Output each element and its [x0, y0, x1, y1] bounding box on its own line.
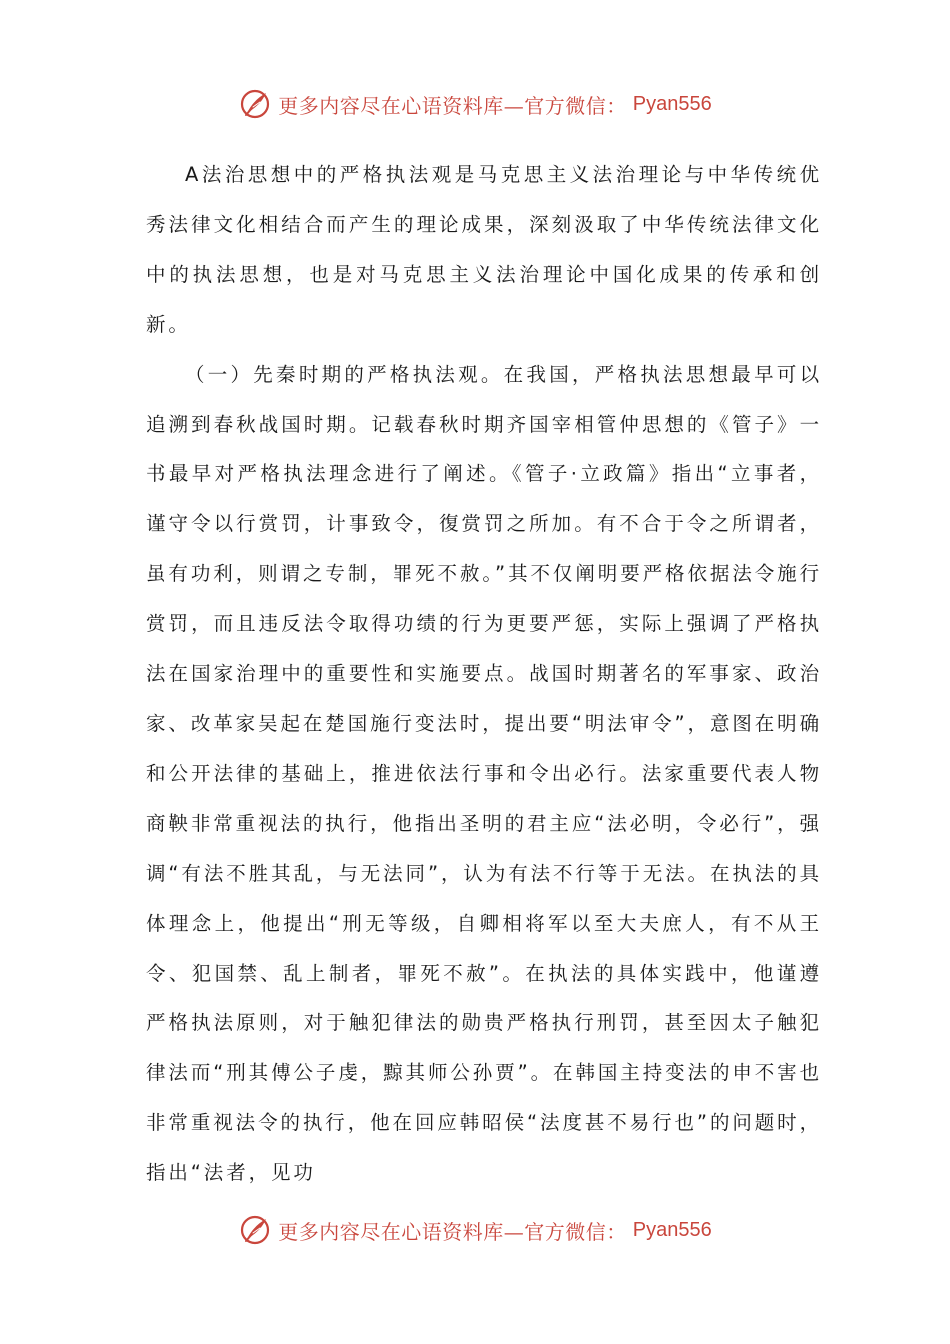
wechat-id: Pyan556 — [632, 92, 712, 115]
footer-watermark-banner — [0, 1208, 950, 1252]
banner-text: 更多内容尽在心语资料库—官方微信： — [278, 1219, 627, 1244]
wechat-id: Pyan556 — [632, 1218, 712, 1241]
feather-quill-icon — [238, 1213, 272, 1247]
paragraph-pre-qin: （一）先秦时期的严格执法观。在我国，严格执法思想最早可以追溯到春秋战国时期。记载春秋时期齐国宰相管仲思想的《管子》一书最早对严格执法理念进行了阐述。《管子·立政篇》指出“立事者，谨守令以行赏罚，计事致令，復赏罚之所加。有不合于令之所谓者，虽有功利，则谓之专制，罪死不赦。”其不仅阐明要严格依据法令施行赏罚，而且违反法令取得功绩的行为更要严惩，实际上强调了严格执法在国家治理中的重要性和实施要点。战国时期著名的军事家、政治家、改革家吴起在楚国施行变法时，提出要“明法审令”，意图在明确和公开法律的基础上，推进依法行事和令出必行。法家重要代表人物商鞅非常重视法的执行，他指出圣明的君主应“法必明，令必行”，强调“有法不胜其乱，与无法同”，认为有法不行等于无法。在执法的具体理念上，他提出“刑无等级，自卿相将军以至大夫庶人，有不从王令、犯国禁、乱上制者，罪死不赦”。在执法的具体实践中，他谨遵严格执法原则，对于触犯律法的勋贵严格执行刑罚，甚至因太子触犯律法而“刑其傅公子虔，黥其师公孙贾”。在韩国主持变法的申不害也非常重视法令的执行，他在回应韩昭侯“法度甚不易行也”的问题时，指出“法者，见功 — [146, 362, 822, 1185]
feather-quill-icon — [238, 87, 272, 121]
banner-text: 更多内容尽在心语资料库—官方微信： — [278, 93, 627, 118]
paragraph-intro: A法治思想中的严格执法观是马克思主义法治理论与中华传统优秀法律文化相结合而产生的理论成果，深刻汲取了中华传统法律文化中的执法思想，也是对马克思主义法治理论中国化成果的传承和创新。 — [146, 163, 822, 336]
header-watermark-banner — [0, 82, 950, 126]
body-text — [146, 150, 822, 1198]
